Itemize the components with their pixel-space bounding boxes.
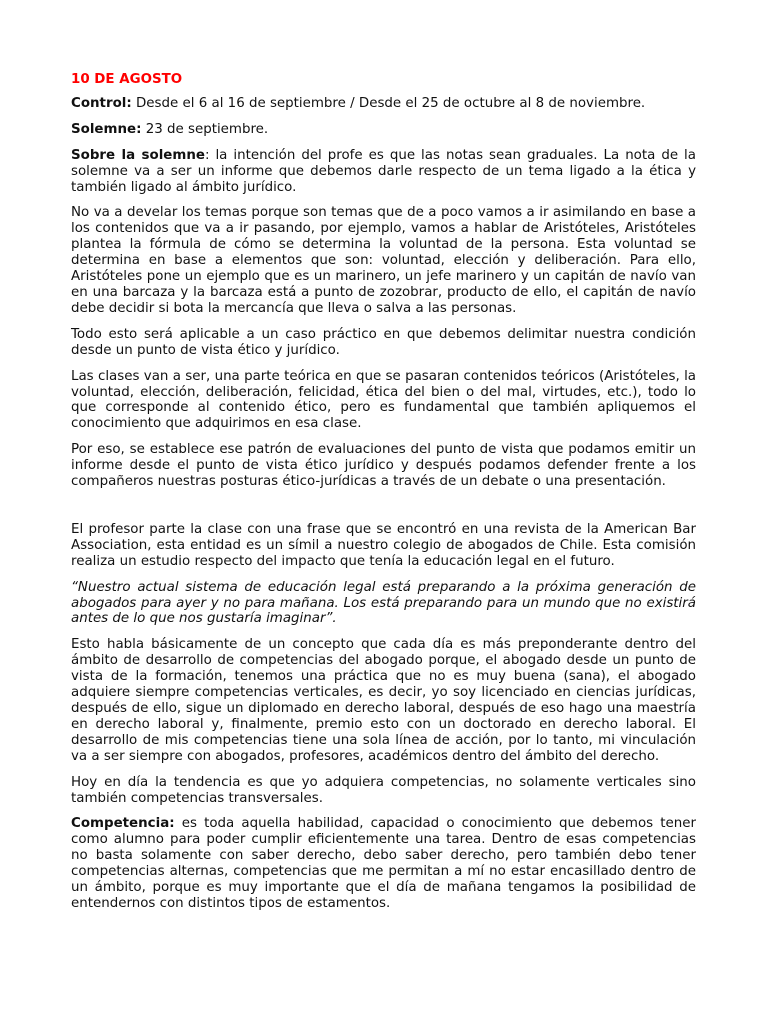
date-heading: 10 DE AGOSTO: [71, 72, 183, 87]
control-label: Control:: [71, 95, 132, 111]
quote-paragraph: “Nuestro actual sistema de educación legal está preparando a la próxima generación de abogados para ayer y no para mañana. Los está preparando para un mundo que no existirá antes de lo que nos gustaría imaginar”.: [71, 579, 696, 627]
control-line: [71, 96, 696, 112]
develar-paragraph: No va a develar los temas porque son temas que de a poco vamos a ir asimilando en base a los contenidos que va a ir pasando, por ejemplo, vamos a hablar de Aristóteles, Aristóteles plantea la fórmula de cómo se determina la voluntad de la persona. Esta voluntad se determina en base a elementos que son: voluntad, elección y deliberación. Para ello, Aristóteles pone un ejemplo que es un marinero, un jefe marinero y un capitán de navío van en una barcaza y la barcaza está a punto de zozobrar, producto de ello, el capitán de navío debe decidir si bota la mercancía que lleva o salva a las personas.: [71, 205, 696, 316]
hoy-en-dia-paragraph: Hoy en día la tendencia es que yo adquiera competencias, no solamente verticales sino también competencias transversales.: [71, 774, 696, 806]
esto-habla-paragraph: Esto habla básicamente de un concepto que cada día es más preponderante dentro del ámbito de desarrollo de competencias del abogado porque, el abogado desde un punto de vista de la formación, tenemos una práctica que no es muy buena (sana), el abogado adquiere siempre competencias verticales, es decir, yo soy licenciado en ciencias jurídicas, después de ello, sigue un diplomado en derecho laboral, después de eso hago una maestría en derecho laboral y, finalmente, premio esto con un doctorado en derecho laboral. El desarrollo de mis competencias tiene una sola línea de acción, por lo tanto, mi vinculación va a ser siempre con abogados, profesores, académicos dentro del ámbito del derecho.: [71, 637, 696, 764]
todo-esto-paragraph: Todo esto será aplicable a un caso práctico en que debemos delimitar nuestra condición desde un punto de vista ético y jurídico.: [71, 326, 696, 358]
competencia-paragraph: [71, 816, 696, 911]
clases-paragraph: Las clases van a ser, una parte teórica en que se pasaran contenidos teóricos (Aristóteles, la voluntad, elección, deliberación, felicidad, ética del bien o del mal, virtudes, etc.), todo lo que corresponde al contenido ético, pero es fundamental que también apliquemos el conocimiento que adquirimos en esa clase.: [71, 368, 696, 432]
document-body: [71, 72, 696, 922]
sobre-solemne-label: Sobre la solemne: [71, 147, 205, 163]
sobre-solemne-paragraph: [71, 148, 696, 196]
por-eso-paragraph: Por eso, se establece ese patrón de evaluaciones del punto de vista que podamos emitir un informe desde el punto de vista ético jurídico y después podamos defender frente a los compañeros nuestras posturas ético-jurídicas a través de un debate o una presentación.: [71, 442, 696, 490]
solemne-text: 23 de septiembre.: [141, 121, 269, 137]
control-text: Desde el 6 al 16 de septiembre / Desde el 25 de octubre al 8 de noviembre.: [131, 95, 646, 111]
spacer: [71, 500, 696, 522]
competencia-text: es toda aquella habilidad, capacidad o conocimiento que debemos tener como alumno para poder cumplir eficientemente una tarea. Dentro de esas competencias no basta solamente con saber derecho, debo saber derecho, pero también debo tener competencias alternas, competencias que me permitan a mí no estar encasillado dentro de un ámbito, porque es muy importante que el día de mañana tengamos la posibilidad de entendernos con distintos tipos de estamentos.: [71, 816, 696, 911]
profesor-paragraph: El profesor parte la clase con una frase que se encontró en una revista de la American Bar Association, esta entidad es un símil a nuestro colegio de abogados de Chile. Esta comisión realiza un estudio respecto del impacto que tenía la educación legal en el futuro.: [71, 521, 696, 569]
sobre-solemne-text: : la intención del profe es que las notas sean graduales. La nota de la solemne va a ser un informe que debemos darle respecto de un tema ligado a la ética y también ligado al ámbito jurídico.: [71, 147, 696, 195]
solemne-line: [71, 122, 696, 138]
competencia-label: Competencia:: [71, 816, 175, 832]
solemne-label: Solemne:: [71, 121, 142, 137]
